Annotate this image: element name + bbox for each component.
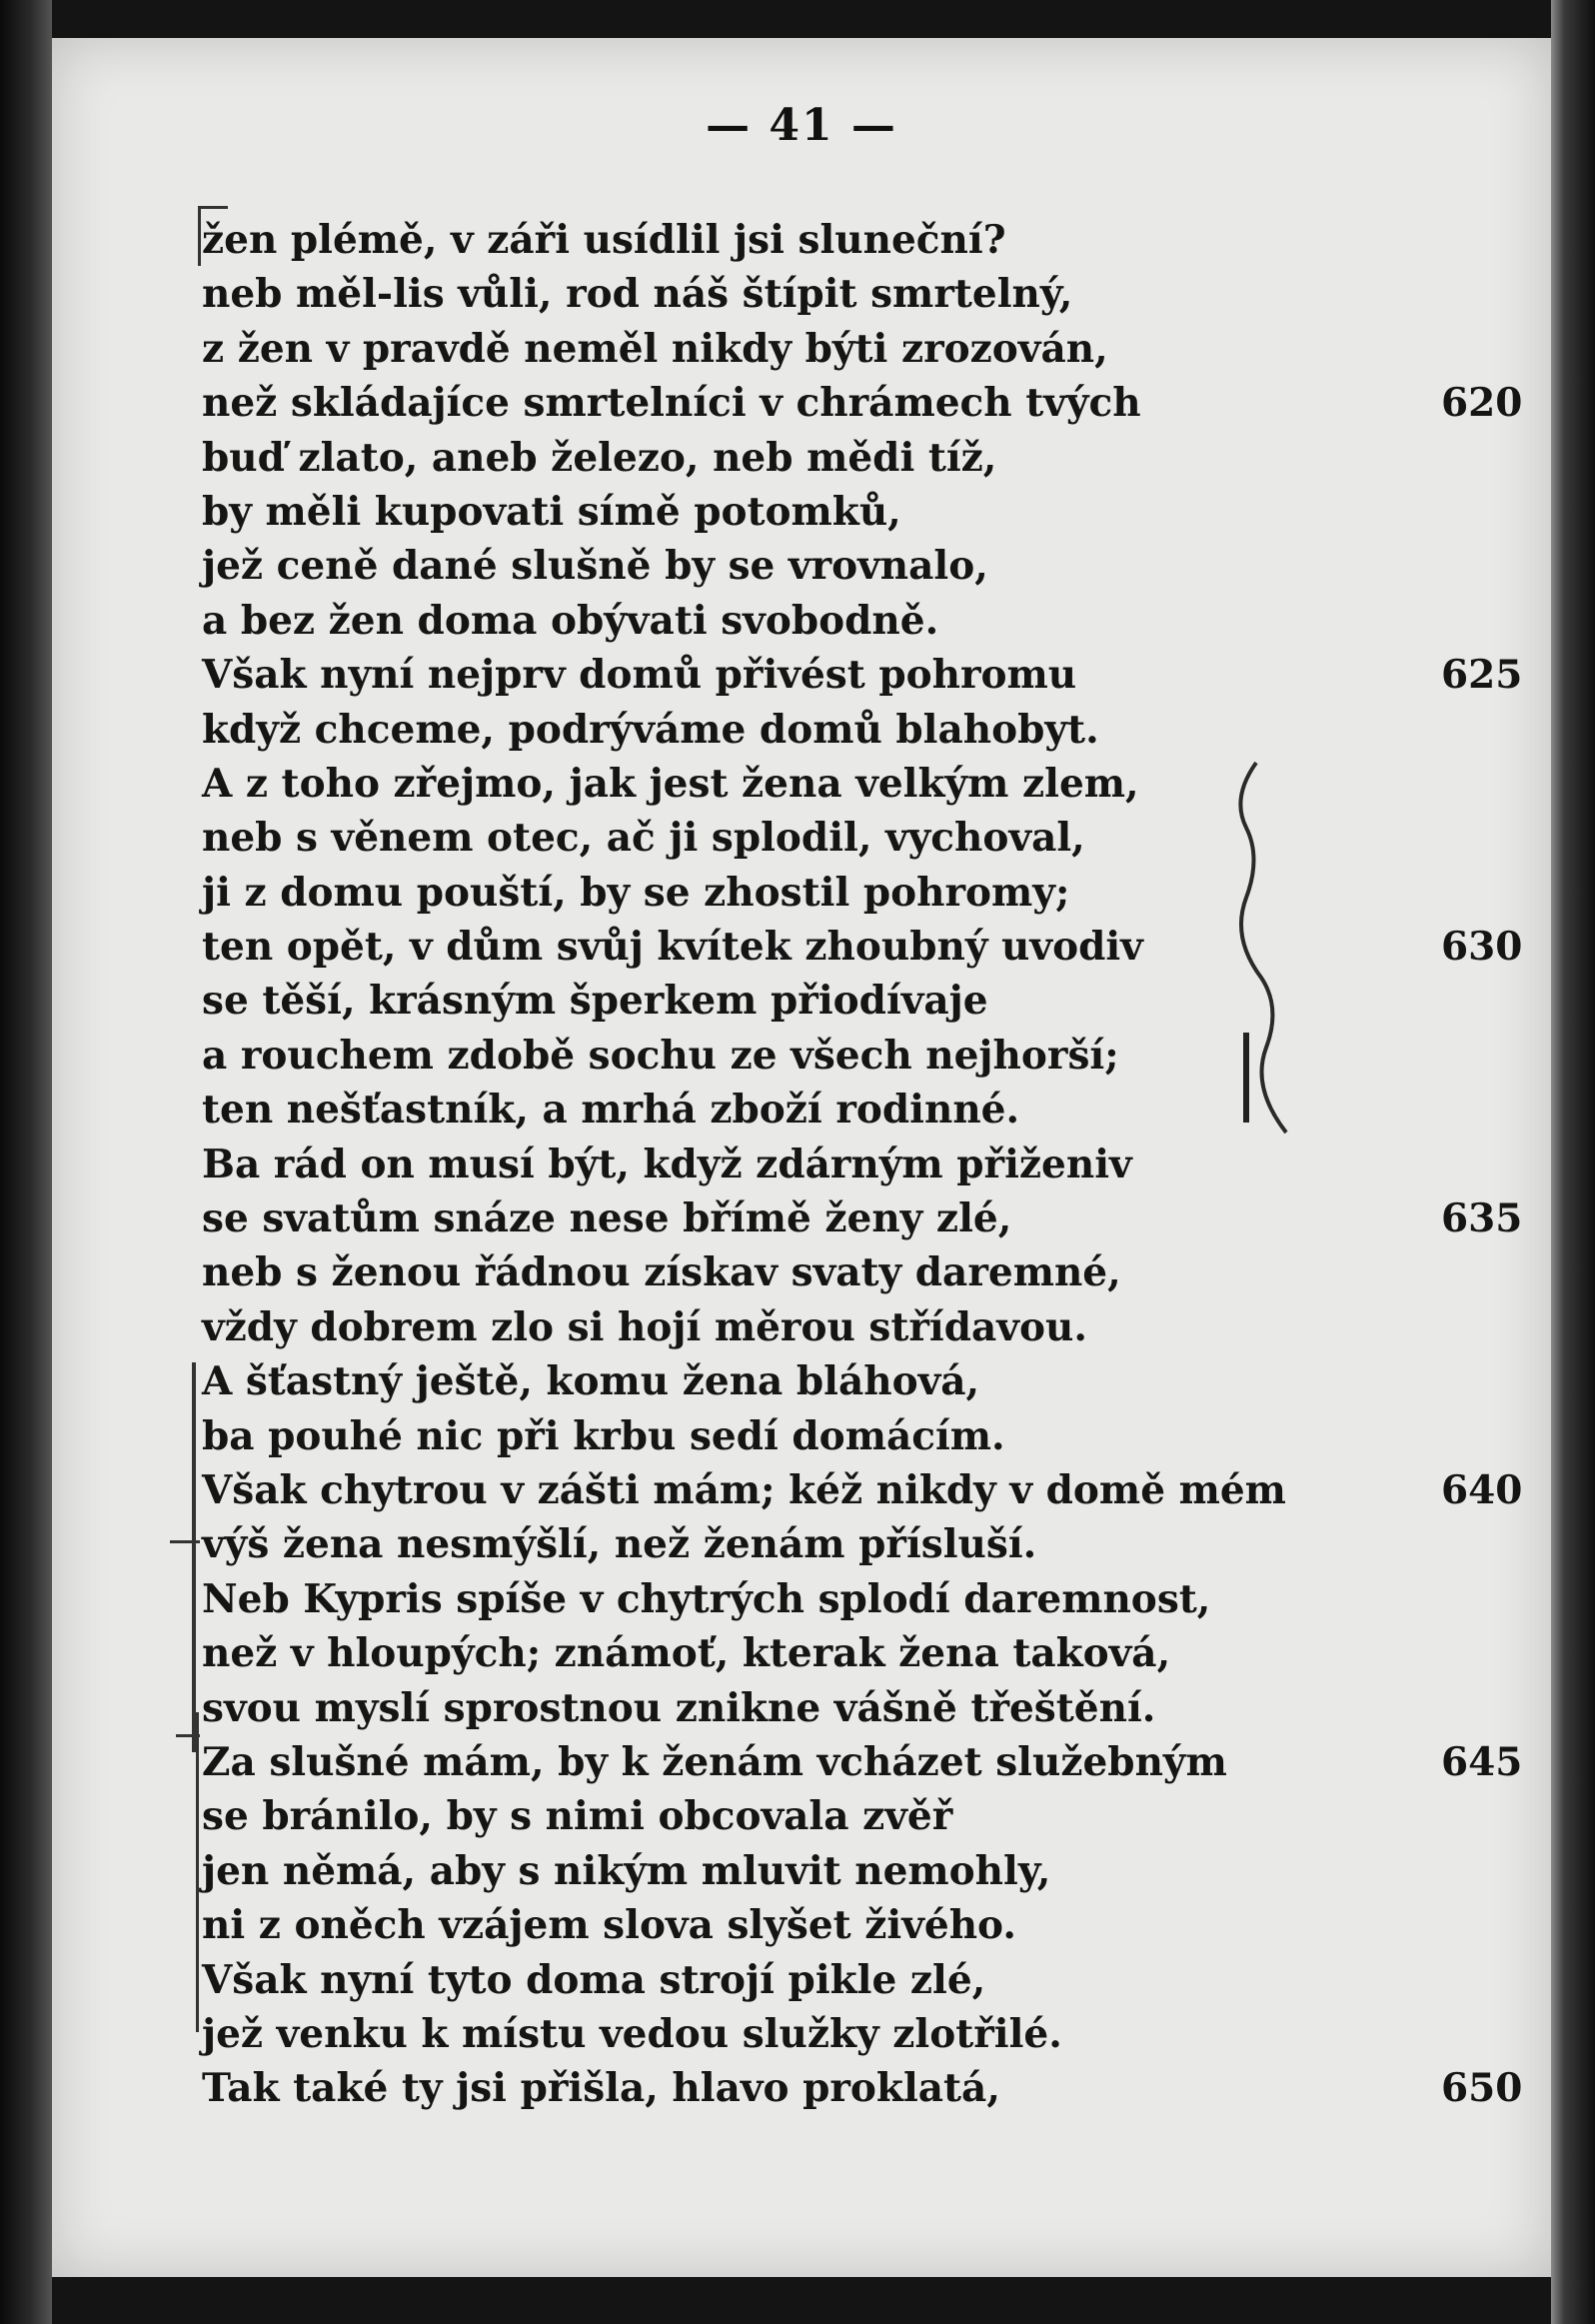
verse-line [202,1844,1501,1898]
verse-line [202,1138,1501,1191]
verse-line [202,267,1501,321]
verse-line-text: ba pouhé nic při krbu sedí domácím. [202,1412,1005,1459]
verse-line-text: když chceme, podrýváme domů blahobyt. [202,706,1099,753]
verse-line [202,703,1501,757]
verse-line [202,648,1523,702]
verse-line-text: Však chytrou v zášti mám; kéž nikdy v domě mém [202,1466,1286,1513]
verse-line [202,594,1501,648]
verse-line-number: 635 [1441,1195,1523,1242]
verse-line-text: ji z domu pouští, by se zhostil pohromy; [202,869,1070,916]
verse-line-text: se těší, krásným šperkem přiodívaje [202,978,988,1025]
verse-line-text: výš žena nesmýšlí, než ženám přísluší. [202,1521,1037,1568]
verse-line-text: vždy dobrem zlo si hojí měrou střídavou. [202,1303,1087,1350]
verse-block [202,213,1523,2116]
pencil-bracket-mark [198,206,228,209]
pencil-brace-mark [1226,758,1316,1138]
page-edge-shadow [1551,0,1595,2324]
verse-line-text: neb měl-lis vůli, rod náš štípit smrtelný, [202,271,1073,318]
verse-line [202,1300,1501,1354]
verse-line [202,1789,1501,1843]
verse-line [202,376,1523,430]
verse-line [202,2007,1501,2061]
verse-line [202,1681,1501,1735]
verse-line-text: by měli kupovati símě potomků, [202,488,901,535]
pencil-stroke-mark [1243,1033,1249,1123]
book-page [52,38,1551,2277]
pencil-margin-tick [176,1734,200,1737]
verse-line-text: Za slušné mám, by k ženám vcházet služebným [202,1738,1227,1785]
verse-line-text: Neb Kypris spíše v chytrých splodí daremnost, [202,1575,1211,1622]
verse-line-text: A z toho zřejmo, jak jest žena velkým zlem, [202,760,1139,807]
verse-line-text: a bez žen doma obývati svobodně. [202,597,939,644]
verse-line [202,322,1501,376]
verse-line [202,1626,1501,1680]
verse-line [202,1572,1501,1626]
verse-line [202,1517,1501,1571]
book-spine-shadow [0,0,52,2324]
verse-line-number: 650 [1441,2065,1523,2112]
verse-line [202,485,1501,539]
pencil-margin-line [196,1712,199,2032]
verse-line-number: 645 [1441,1738,1523,1785]
verse-line [202,1191,1523,1245]
verse-line [202,431,1501,485]
verse-line-text: jež venku k místu vedou služky zlotřilé. [202,2010,1062,2057]
verse-line [202,1463,1523,1517]
verse-line [202,539,1501,593]
verse-line-text: buď zlato, aneb železo, neb mědi tíž, [202,434,997,481]
verse-line-number: 625 [1441,652,1523,699]
verse-line-text: jen němá, aby s nikým mluvit nemohly, [202,1847,1051,1894]
verse-line [202,1245,1501,1299]
verse-line [202,1953,1501,2007]
verse-line [202,1735,1523,1789]
verse-line [202,1898,1501,1952]
verse-line-text: se bránilo, by s nimi obcovala zvěř [202,1793,953,1840]
verse-line-text: Však nyní tyto doma strojí pikle zlé, [202,1956,986,2003]
verse-line-number: 640 [1441,1466,1523,1513]
verse-line [202,1409,1501,1463]
verse-line-text: žen plémě, v záři usídlil jsi sluneční? [202,217,1006,263]
verse-line-number: 620 [1441,380,1523,427]
verse-line-text: se svatům snáze nese břímě ženy zlé, [202,1195,1012,1242]
verse-line-text: ten opět, v dům svůj kvítek zhoubný uvodiv [202,924,1143,971]
verse-line-text: ten nešťastník, a mrhá zboží rodinné. [202,1087,1020,1134]
verse-line [202,213,1501,267]
verse-line [202,1354,1501,1408]
verse-line-text: A šťastný ještě, komu žena bláhová, [202,1358,980,1405]
verse-line-text: Ba rád on musí být, když zdárným přiženiv [202,1141,1132,1187]
verse-line-number: 630 [1441,924,1523,971]
verse-line-text: Tak také ty jsi přišla, hlavo proklatá, [202,2065,1000,2112]
verse-line-text: než v hloupých; známoť, kterak žena taková, [202,1630,1171,1677]
verse-line-text: neb s ženou řádnou získav svaty daremné, [202,1249,1121,1296]
verse-line-text: Však nyní nejprv domů přivést pohromu [202,652,1077,699]
page-number: — 41 — [706,100,897,151]
verse-line-text: než skládajíce smrtelníci v chrámech tvých [202,380,1141,427]
pencil-margin-tick [170,1540,200,1543]
verse-line-text: neb s věnem otec, ač ji splodil, vychoval, [202,815,1085,862]
verse-line-text: a rouchem zdobě sochu ze všech nejhorší; [202,1032,1119,1079]
verse-line-text: svou myslí sprostnou znikne vášně třeštění. [202,1684,1156,1731]
verse-line [202,2061,1523,2115]
verse-line-text: ni z oněch vzájem slova slyšet živého. [202,1902,1016,1949]
verse-line-text: jež ceně dané slušně by se vrovnalo, [202,543,988,590]
pencil-margin-line [192,1362,196,1752]
verse-line-text: z žen v pravdě neměl nikdy býti zrozován, [202,325,1108,372]
pencil-bracket-mark [198,206,201,266]
